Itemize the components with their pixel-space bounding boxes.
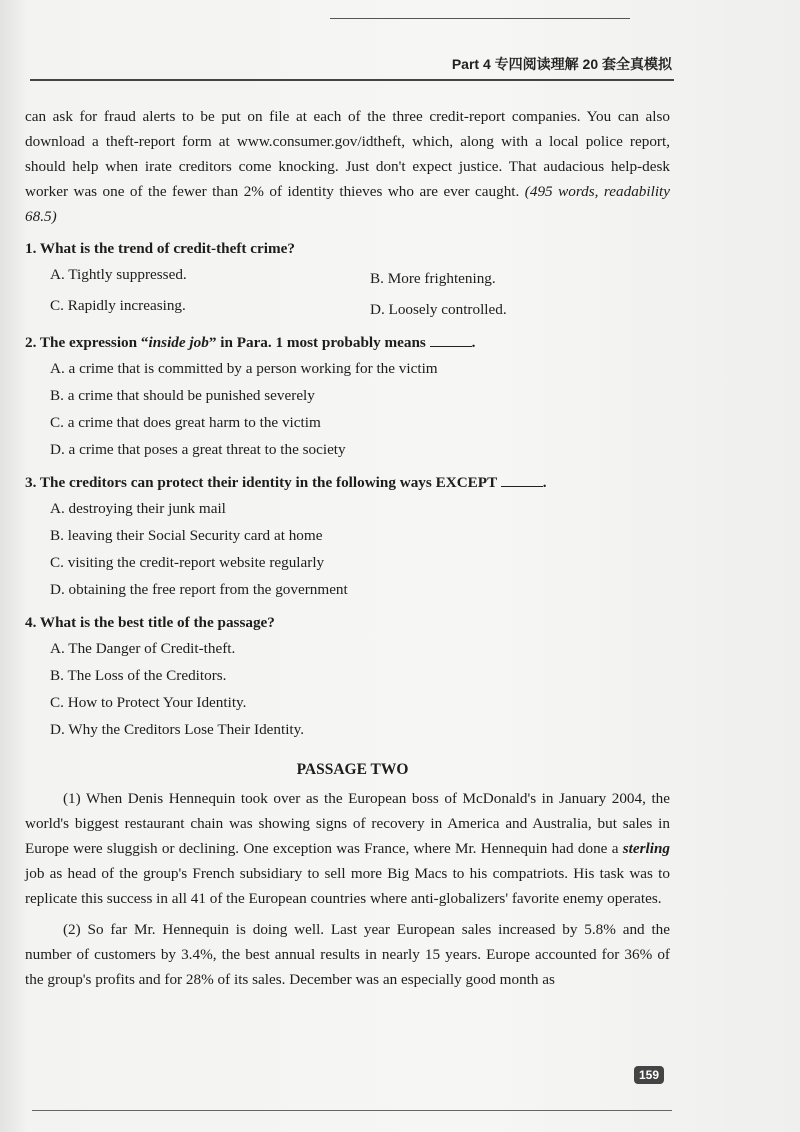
option-d[interactable]: D. Why the Creditors Lose Their Identity. [50, 721, 305, 738]
option-c[interactable]: C. a crime that does great harm to the victim [50, 414, 321, 431]
paragraph-text: job as head of the group's French subsidiary to sell more Big Macs to his compatriots. His task was to replicate this success in all 41 of the European countries where anti-globalizers' favorite enemy operates. [25, 865, 670, 907]
option-b[interactable]: B. The Loss of the Creditors. [50, 667, 227, 684]
answer-blank [501, 472, 543, 487]
stem-part: 3. The creditors can protect their identity in the following ways EXCEPT [25, 474, 497, 491]
question-2 [25, 330, 670, 463]
option-d[interactable]: D. obtaining the free report from the government [50, 581, 348, 598]
running-header: Part 4 专四阅读理解 20 套全真模拟 [451, 56, 672, 72]
options-list [25, 355, 670, 463]
question-4 [25, 610, 670, 743]
question-1 [25, 236, 670, 323]
emphasized-word: sterling [622, 840, 671, 857]
passage-paragraph-2 [25, 917, 670, 992]
question-stem: 1. What is the trend of credit-theft crime? [25, 240, 295, 257]
intro-text: can ask for fraud alerts to be put on file at each of the three credit-report companies. You can also download a theft-report form at www.consumer.gov/idtheft, which, along with a local police report, should help when irate creditors come knocking. Just don't expect justice. That audacious help-desk worker was one of the fewer than 2% of identity thieves who are ever caught. [25, 108, 670, 200]
question-stem: 3. The creditors can protect their identity in the following ways EXCEPT . [25, 474, 547, 491]
word-count-meta: (495 words, readability 68.5) [25, 183, 671, 225]
bottom-rule [32, 1110, 672, 1111]
question-3 [25, 470, 670, 603]
paragraph-text: (1) When Denis Hennequin took over as the European boss of McDonald's in January 2004, the world's biggest restaurant chain was showing signs of recovery in America and Australia, but sales in Europe were sluggish or declining. One exception was France, where Mr. Hennequin had done a [25, 790, 670, 857]
page-content [25, 104, 670, 992]
stem-italic: inside job [148, 334, 209, 351]
header-rule [30, 79, 674, 81]
option-b[interactable]: B. More frightening. [370, 270, 496, 287]
passage-paragraph-1 [25, 786, 670, 911]
stem-part: ” in Para. 1 most probably means [208, 334, 426, 351]
option-b[interactable]: B. leaving their Social Security card at home [50, 527, 323, 544]
paragraph-text: (2) So far Mr. Hennequin is doing well. Last year European sales increased by 5.8% and the number of customers by 3.4%, the best annual results in nearly 15 years. Europe accounted for 36% of the group's profits and for 28% of its sales. December was an especially good month as [25, 921, 670, 988]
question-stem: 2. The expression “inside job” in Para. 1 most probably means . [25, 334, 476, 351]
option-d[interactable]: D. Loosely controlled. [370, 301, 507, 318]
options-list [25, 495, 670, 603]
options-grid [25, 261, 670, 323]
option-c[interactable]: C. visiting the credit-report website regularly [50, 554, 325, 571]
option-a[interactable]: A. destroying their junk mail [50, 500, 226, 517]
option-a[interactable]: A. a crime that is committed by a person working for the victim [50, 360, 438, 377]
option-b[interactable]: B. a crime that should be punished severely [50, 387, 315, 404]
passage-title: PASSAGE TWO [296, 761, 409, 778]
intro-paragraph [25, 104, 670, 229]
options-list [25, 635, 670, 743]
question-stem: 4. What is the best title of the passage? [25, 614, 275, 631]
page-number: 159 [634, 1066, 664, 1084]
option-c[interactable]: C. Rapidly increasing. [50, 297, 186, 314]
option-d[interactable]: D. a crime that poses a great threat to the society [50, 441, 346, 458]
option-a[interactable]: A. The Danger of Credit-theft. [50, 640, 236, 657]
stem-part: 2. The expression “ [25, 334, 149, 351]
answer-blank [430, 332, 472, 347]
option-c[interactable]: C. How to Protect Your Identity. [50, 694, 247, 711]
option-a[interactable]: A. Tightly suppressed. [50, 266, 187, 283]
top-rule [330, 18, 630, 19]
